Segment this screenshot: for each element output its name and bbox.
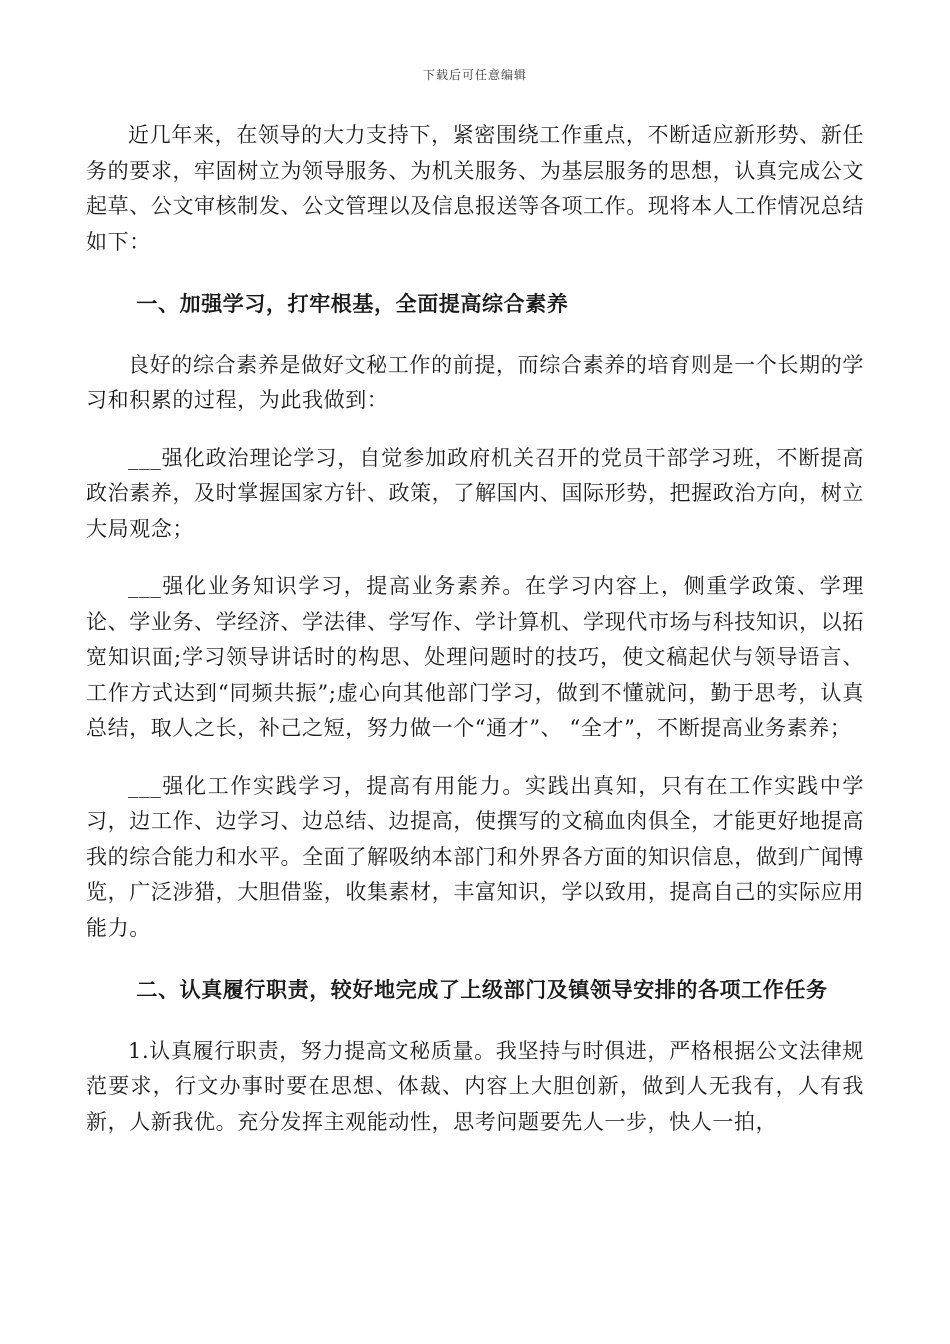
section-2-paragraph-1: 1.认真履行职责，努力提高文秘质量。我坚持与时俱进，严格根据公文法律规范要求，行文办事时要在思想、体裁、内容上大胆创新，做到人无我有，人有我新，人新我优。充分发挥主观能动性，思考问题要先人一步，快人一拍， bbox=[86, 1038, 864, 1134]
page-header-note: 下载后可任意编辑 bbox=[422, 68, 527, 82]
intro-paragraph: 近几年来，在领导的大力支持下，紧密围绕工作重点，不断适应新形势、新任务的要求，牢固树立为领导服务、为机关服务、为基层服务的思想，认真完成公文起草、公文审核制发、公文管理以及信息报送等各项工作。现将本人工作情况总结如下： bbox=[86, 123, 864, 254]
section-2-heading: 二、认真履行职责，较好地完成了上级部门及镇领导安排的各项工作任务 bbox=[136, 977, 828, 1002]
section-1-paragraph-2: ___强化政治理论学习，自觉参加政府机关召开的党员干部学习班，不断提高政治素养，及时掌握国家方针、政策，了解国内、国际形势，把握政治方向，树立大局观念； bbox=[86, 445, 864, 541]
section-1-paragraph-1: 良好的综合素养是做好文秘工作的前提，而综合素养的培育则是一个长期的学习和积累的过程，为此我做到： bbox=[86, 352, 864, 412]
section-1-paragraph-4: ___强化工作实践学习，提高有用能力。实践出真知，只有在工作实践中学习，边工作、边学习、边总结、边提高，使撰写的文稿血肉俱全，才能更好地提高我的综合能力和水平。全面了解吸纳本部门和外界各方面的知识信息，做到广闻博览，广泛涉猎，大胆借鉴，收集素材，丰富知识，学以致用，提高自己的实际应用能力。 bbox=[86, 773, 864, 940]
section-1-paragraph-3: ___强化业务知识学习，提高业务素养。在学习内容上，侧重学政策、学理论、学业务、学经济、学法律、学写作、学计算机、学现代市场与科技知识，以拓宽知识面;学习领导讲话时的构思、处理问题时的技巧，使文稿起伏与领导语言、工作方式达到“同频共振”;虚心向其他部门学习，做到不懂就问，勤于思考，认真总结，取人之长，补己之短，努力做一个“通才”、 “全才”，不断提高业务素养； bbox=[86, 574, 864, 740]
document-body bbox=[86, 118, 864, 1140]
section-1-heading: 一、加强学习，打牢根基，全面提高综合素养 bbox=[136, 291, 569, 316]
